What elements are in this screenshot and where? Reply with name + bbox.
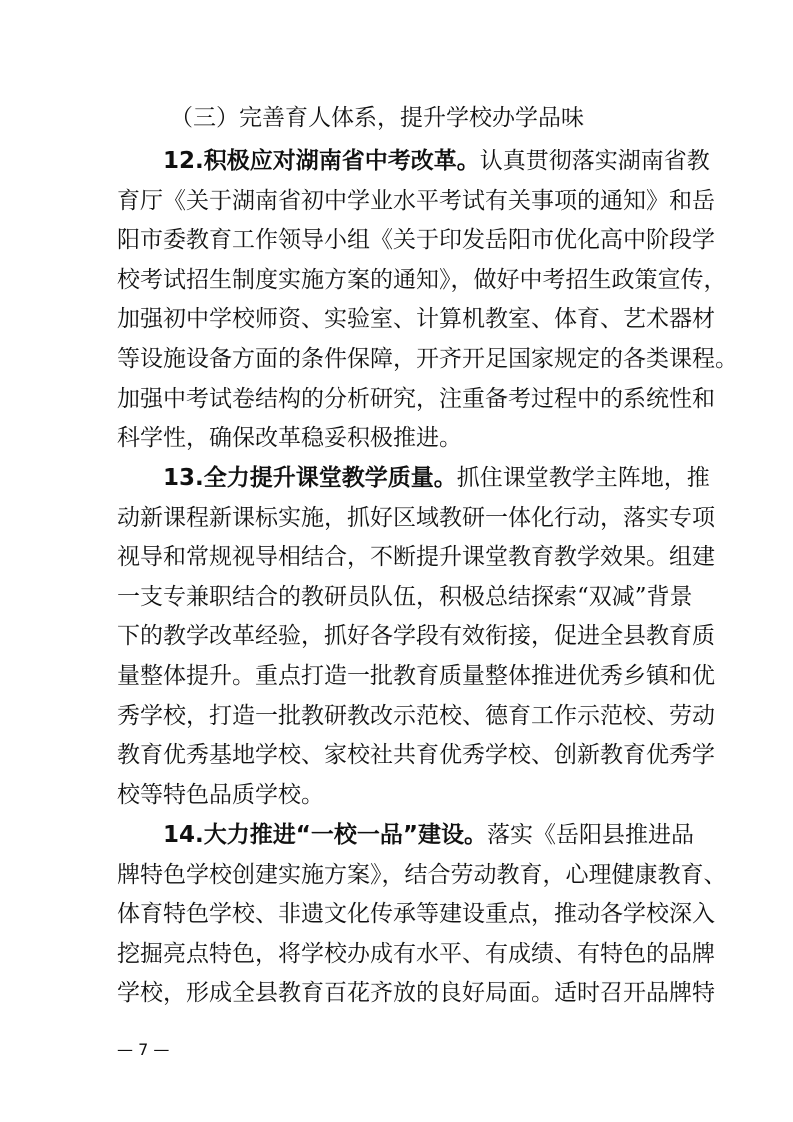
paragraph-line: 动新课程新课标实施，抓好区域教研一体化行动，落实专项 — [117, 504, 715, 531]
paragraph-lead: 12.积极应对湖南省中考改革。 — [163, 148, 480, 174]
paragraph-text: 抓住课堂教学主阵地，推 — [456, 465, 710, 491]
paragraph-14 — [117, 816, 727, 1014]
paragraph-12 — [117, 142, 738, 459]
paragraph-line: 视导和常规视导相结合，不断提升课堂教育教学效果。组建 — [117, 544, 715, 571]
paragraph-line: 牌特色学校创建实施方案》，结合劳动教育，心理健康教育、 — [117, 861, 727, 888]
paragraph-line: 校考试招生制度实施方案的通知》，做好中考招生政策宣传， — [117, 266, 727, 293]
paragraph-line — [117, 459, 710, 499]
paragraph-line: 校等特色品质学校。 — [117, 781, 324, 808]
paragraph-line: 教育优秀基地学校、家校社共育优秀学校、创新教育优秀学 — [117, 742, 715, 769]
paragraph-line: 等设施设备方面的条件保障，开齐开足国家规定的各类课程。 — [117, 345, 738, 372]
paragraph-line: 加强初中学校师资、实验室、计算机教室、体育、艺术器材 — [117, 306, 715, 333]
paragraph-13 — [117, 459, 715, 815]
paragraph-line: 体育特色学校、非遗文化传承等建设重点，推动各学校深入 — [117, 901, 715, 928]
page-number: — 7 — — [117, 1040, 170, 1059]
section-heading: （三）完善育人体系，提升学校办学品味 — [170, 105, 584, 131]
paragraph-lead: 14.大力推进“一校一品”建设。 — [163, 822, 487, 848]
paragraph-line: 学校，形成全县教育百花齐放的良好局面。适时召开品牌特 — [117, 980, 715, 1007]
paragraph-line: 量整体提升。重点打造一批教育质量整体推进优秀乡镇和优 — [117, 662, 715, 689]
paragraph-text: 认真贯彻落实湖南省教 — [479, 148, 710, 174]
paragraph-line — [117, 142, 710, 182]
paragraph-line: 挖掘亮点特色，将学校办成有水平、有成绩、有特色的品牌 — [117, 940, 715, 967]
paragraph-line: 秀学校，打造一批教研教改示范校、德育工作示范校、劳动 — [117, 702, 715, 729]
paragraph-line — [117, 816, 697, 856]
paragraph-line: 育厅《关于湖南省初中学业水平考试有关事项的通知》和岳 — [117, 187, 715, 214]
paragraph-line: 科学性，确保改革稳妥积极推进。 — [117, 425, 462, 452]
paragraph-line: 下的教学改革经验，抓好各学段有效衔接，促进全县教育质 — [117, 623, 715, 650]
paragraph-lead: 13.全力提升课堂教学质量。 — [163, 465, 457, 491]
paragraph-line: 阳市委教育工作领导小组《关于印发岳阳市优化高中阶段学 — [117, 227, 715, 254]
paragraph-line: 加强中考试卷结构的分析研究，注重备考过程中的系统性和 — [117, 385, 715, 412]
paragraph-line: 一支专兼职结合的教研员队伍，积极总结探索“双减”背景 — [117, 583, 693, 610]
paragraph-text: 落实《岳阳县推进品 — [486, 822, 694, 848]
